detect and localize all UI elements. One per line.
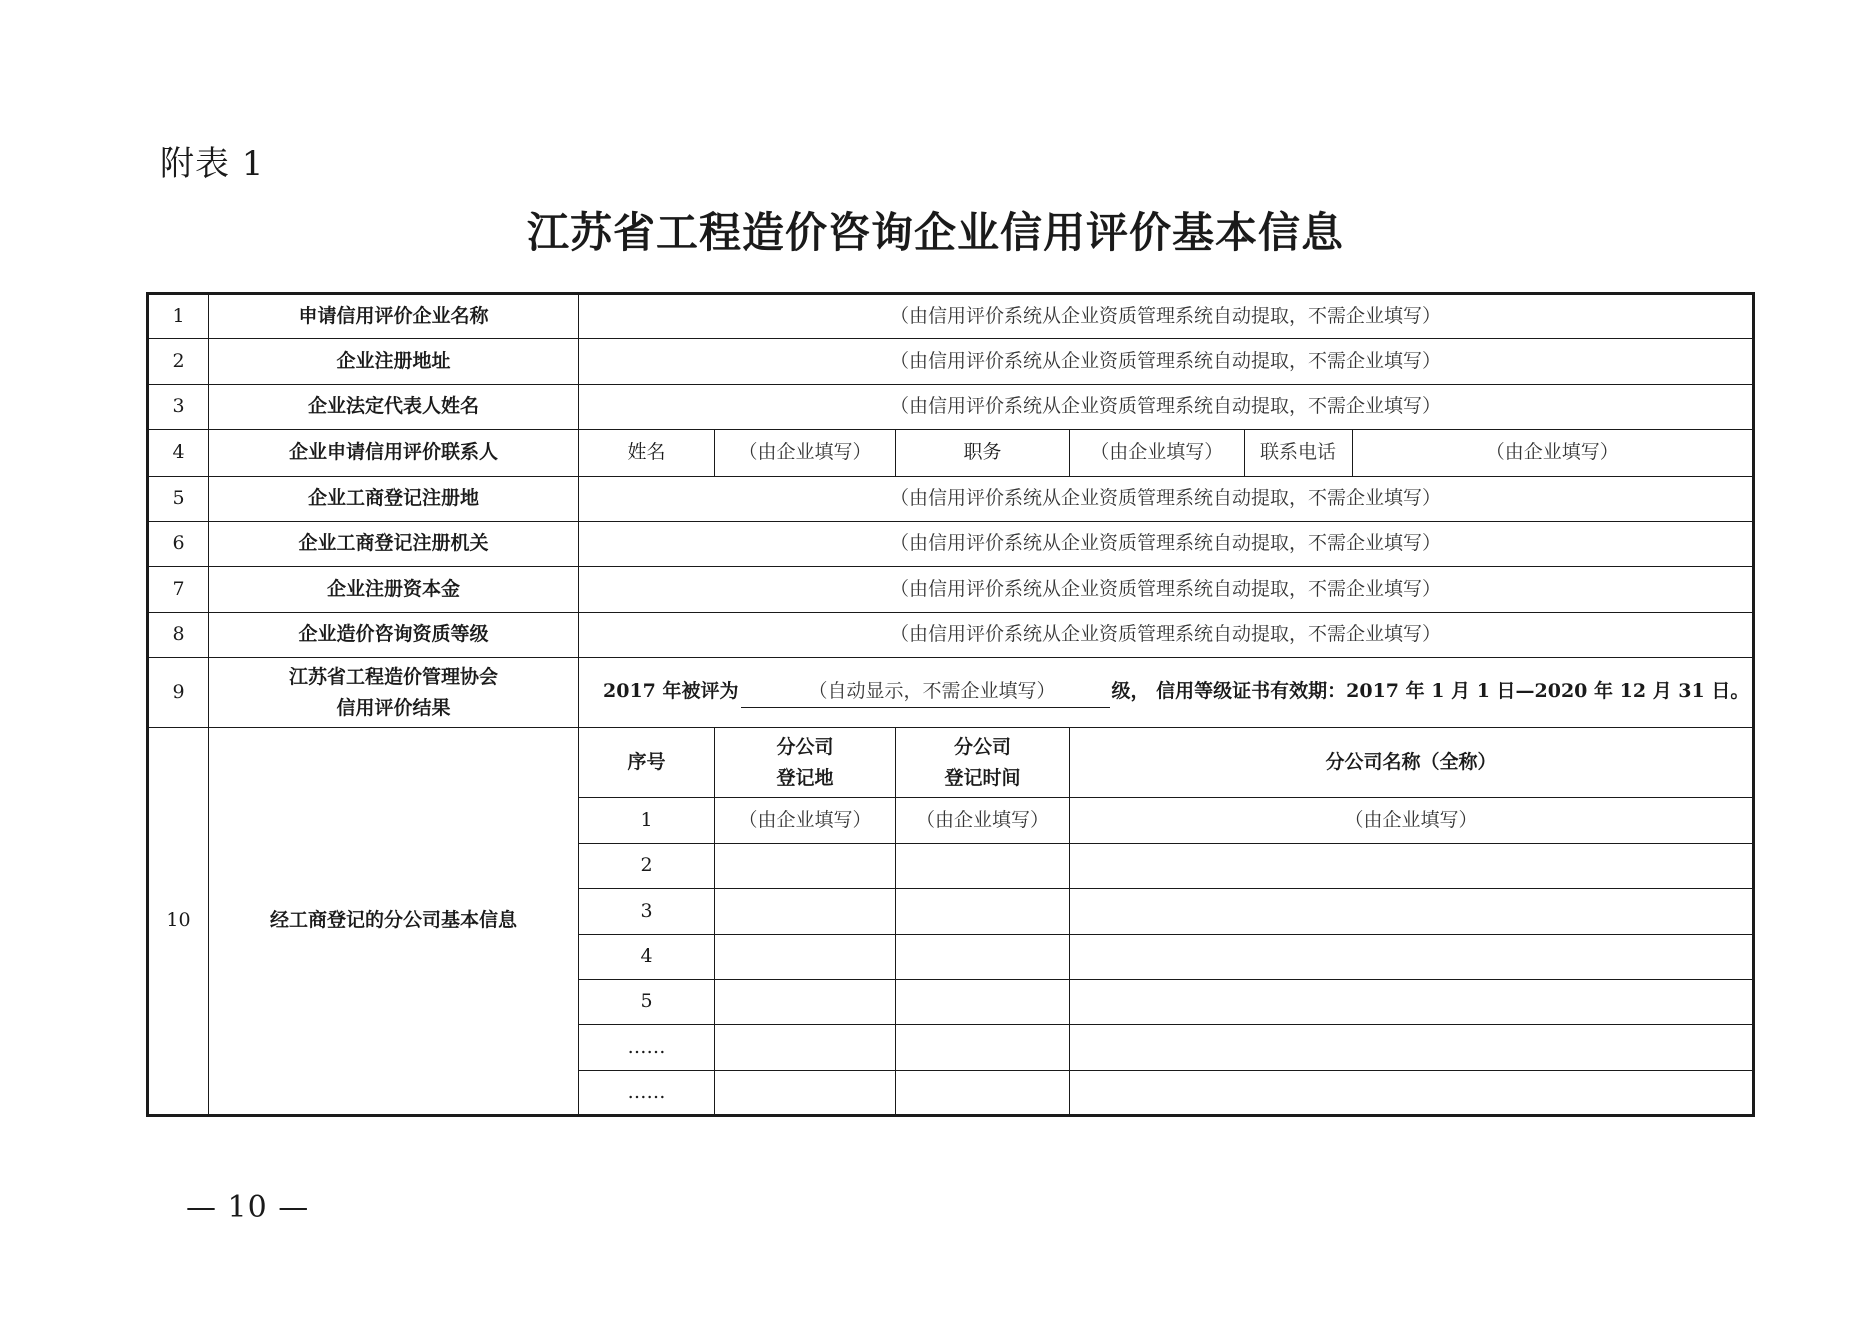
row-label: 企业注册地址: [209, 339, 579, 385]
row-number: 4: [148, 430, 209, 477]
branch-place[interactable]: [715, 1071, 896, 1116]
row-number: 6: [148, 522, 209, 567]
branch-name[interactable]: [1070, 935, 1754, 980]
branch-time[interactable]: （由企业填写）: [896, 798, 1070, 844]
table-row: [148, 613, 1754, 658]
branch-name[interactable]: [1070, 980, 1754, 1025]
row-label-line1: 江苏省工程造价管理协会: [288, 666, 498, 689]
branch-time[interactable]: [896, 889, 1070, 935]
branch-seq: 5: [579, 980, 715, 1025]
branch-header-row: [148, 728, 1754, 798]
contact-row: [148, 430, 1754, 477]
branch-time-header: [896, 728, 1070, 798]
branch-place-header-line1: 分公司: [776, 736, 834, 759]
page-title: 江苏省工程造价咨询企业信用评价基本信息: [526, 208, 1344, 257]
branch-place[interactable]: [715, 980, 896, 1025]
branch-place[interactable]: （由企业填写）: [715, 798, 896, 844]
branch-name-header: 分公司名称（全称）: [1070, 728, 1754, 798]
branch-name[interactable]: [1070, 889, 1754, 935]
rating-row: [148, 658, 1754, 728]
row-value: （由信用评价系统从企业资质管理系统自动提取，不需企业填写）: [579, 385, 1754, 430]
branch-name[interactable]: [1070, 1071, 1754, 1116]
contact-name-label: 姓名: [579, 430, 715, 477]
row-number: 5: [148, 477, 209, 522]
table-row: [148, 385, 1754, 430]
contact-phone-label: 联系电话: [1244, 430, 1352, 476]
contact-name-value[interactable]: （由企业填写）: [715, 430, 896, 477]
row-label: [209, 658, 579, 728]
page-number: — 10 —: [186, 1190, 310, 1225]
credit-info-table: [146, 292, 1755, 1117]
contact-duty-value[interactable]: （由企业填写）: [1070, 430, 1244, 476]
row-label: 经工商登记的分公司基本信息: [209, 728, 579, 1116]
branch-name[interactable]: [1070, 1025, 1754, 1071]
branch-name[interactable]: （由企业填写）: [1070, 798, 1754, 844]
row-number: 2: [148, 339, 209, 385]
branch-seq: ……: [579, 1025, 715, 1071]
row-label: 企业工商登记注册地: [209, 477, 579, 522]
branch-place[interactable]: [715, 844, 896, 889]
branch-place[interactable]: [715, 1025, 896, 1071]
row-number: 8: [148, 613, 209, 658]
branch-name[interactable]: [1070, 844, 1754, 889]
branch-place-header-line2: 登记地: [776, 766, 834, 789]
row-label: 企业造价咨询资质等级: [209, 613, 579, 658]
table-row: [148, 567, 1754, 613]
branch-seq: 4: [579, 935, 715, 980]
table-row: [148, 294, 1754, 339]
annex-label: 附表 1: [160, 144, 265, 184]
row-label: 申请信用评价企业名称: [209, 294, 579, 339]
branch-time-header-line1: 分公司: [953, 736, 1011, 759]
row-value: （由信用评价系统从企业资质管理系统自动提取，不需企业填写）: [579, 567, 1754, 613]
rating-suffix: 级， 信用等级证书有效期：2017 年 1 月 1 日—2020 年 12 月 31 日。: [1111, 680, 1750, 703]
row-label: 企业工商登记注册机关: [209, 522, 579, 567]
row-number: 10: [148, 728, 209, 1116]
branch-seq: 3: [579, 889, 715, 935]
branch-time[interactable]: [896, 980, 1070, 1025]
table-row: [148, 339, 1754, 385]
row-number: 9: [148, 658, 209, 728]
row-value: （由信用评价系统从企业资质管理系统自动提取，不需企业填写）: [579, 339, 1754, 385]
table-row: [148, 522, 1754, 567]
branch-place[interactable]: [715, 889, 896, 935]
row-label: 企业申请信用评价联系人: [209, 430, 579, 477]
contact-phone-value[interactable]: （由企业填写）: [1485, 441, 1619, 464]
row-label: 企业注册资本金: [209, 567, 579, 613]
rating-blank: （自动显示，不需企业填写）: [741, 677, 1110, 707]
row-label-line2: 信用评价结果: [336, 696, 451, 719]
contact-duty-label: 职务: [896, 430, 1070, 477]
branch-place[interactable]: [715, 935, 896, 980]
branch-time[interactable]: [896, 935, 1070, 980]
row-number: 7: [148, 567, 209, 613]
row-value: （由信用评价系统从企业资质管理系统自动提取，不需企业填写）: [579, 613, 1754, 658]
row-number: 1: [148, 294, 209, 339]
row-label: 企业法定代表人姓名: [209, 385, 579, 430]
branch-time-header-line2: 登记时间: [944, 766, 1021, 789]
row-number: 3: [148, 385, 209, 430]
branch-seq-header: 序号: [579, 728, 715, 798]
branch-seq: ……: [579, 1071, 715, 1116]
row-value: （由信用评价系统从企业资质管理系统自动提取，不需企业填写）: [579, 294, 1754, 339]
branch-time[interactable]: [896, 1071, 1070, 1116]
branch-place-header: [715, 728, 896, 798]
branch-seq: 2: [579, 844, 715, 889]
table-row: [148, 477, 1754, 522]
rating-value: [579, 658, 1754, 728]
branch-time[interactable]: [896, 1025, 1070, 1071]
row-value: （由信用评价系统从企业资质管理系统自动提取，不需企业填写）: [579, 522, 1754, 567]
branch-time[interactable]: [896, 844, 1070, 889]
rating-prefix: 2017 年被评为: [603, 680, 739, 703]
branch-seq: 1: [579, 798, 715, 844]
row-value: （由信用评价系统从企业资质管理系统自动提取，不需企业填写）: [579, 477, 1754, 522]
